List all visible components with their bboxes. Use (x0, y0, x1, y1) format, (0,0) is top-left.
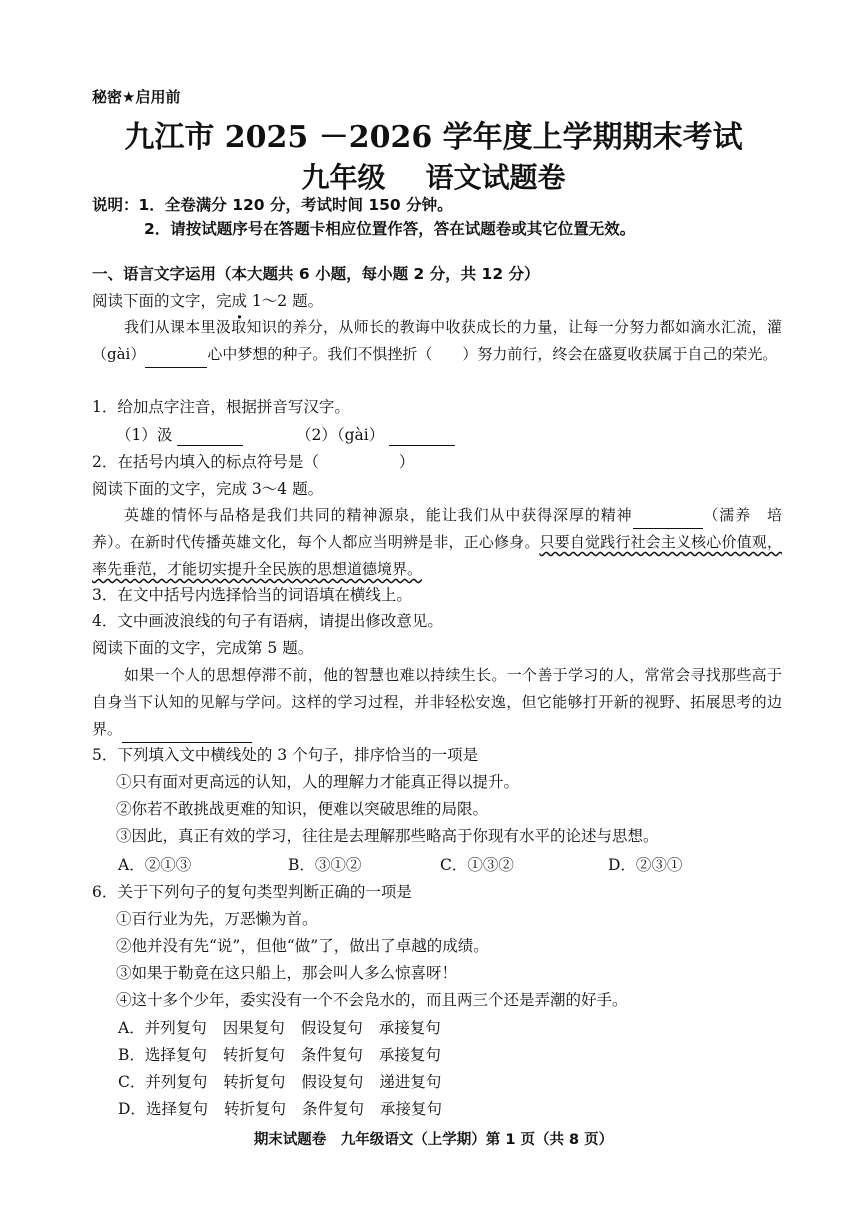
exam-subtitle (0, 156, 867, 196)
q5-option-c[interactable]: C．①③② (440, 856, 514, 874)
question-1: 1．给加点字注音，根据拼音写汉字。 (92, 398, 350, 416)
notes-label: 说明： (92, 196, 139, 214)
question-1-sub-2: （2）（gài） (296, 424, 455, 446)
reading-instruction-3: 阅读下面的文字，完成第 5 题。 (92, 639, 314, 657)
confidential-label: 秘密★启用前 (92, 88, 181, 106)
answer-blank[interactable] (389, 445, 455, 446)
passage-1: 我们从课本里汲取知识的养分，从师长的教诲中收获成长的力量，让每一分努力都如滴水汇流，灌（gài） 心中梦想的种子。我们不惧挫折（ ）努力前行，终会在盛夏收获属于自己的荣光。 (92, 314, 782, 368)
question-6: 6．关于下列句子的复句类型判断正确的一项是 (92, 883, 412, 901)
q6-option-c[interactable]: C．并列复句 转折复句 假设复句 递进复句 (118, 1073, 442, 1091)
notes-item1: 1．全卷满分 120 分，考试时间 150 分钟。 (138, 196, 453, 214)
q6-option-d[interactable]: D．选择复句 转折复句 条件复句 承接复句 (118, 1100, 442, 1118)
section-heading: 一、语言文字运用（本大题共 6 小题，每小题 2 分，共 12 分） (92, 265, 540, 283)
passage-3: 如果一个人的思想停滞不前，他的智慧也难以持续生长。一个善于学习的人，常常会寻找那些高于自身当下认知的见解与学问。这样的学习过程，并非轻松安逸，但它能够打开新的视野、拓展思考的边界。 (92, 662, 782, 743)
q5-option-b[interactable]: B．③①② (288, 856, 362, 874)
question-2: 2．在括号内填入的标点符号是（ ） (92, 453, 415, 471)
answer-blank[interactable] (177, 445, 243, 446)
exam-title: 九江市 2025 －2026 学年度上学期期末考试 (124, 120, 743, 155)
reading-instruction-2: 阅读下面的文字，完成 3～4 题。 (92, 480, 324, 498)
question-1-sub-1: （1）汲 (116, 424, 243, 446)
q5-sentence-3: ③因此，真正有效的学习，往往是去理解那些略高于你现有水平的论述与思想。 (116, 827, 659, 845)
answer-blank[interactable] (122, 742, 252, 743)
page-footer: 期末试题卷 九年级语文（上学期）第 1 页（共 8 页） (253, 1132, 614, 1148)
dotted-char: 汲 (215, 318, 232, 336)
question-5: 5．下列填入文中横线处的 3 个句子，排序恰当的一项是 (92, 746, 479, 764)
q6-sentence-2: ②他并没有先“说”，但他“做”了，做出了卓越的成绩。 (116, 937, 489, 955)
q5-sentence-2: ②你若不敢挑战更难的知识，便难以突破思维的局限。 (116, 800, 489, 818)
passage-2: 英雄的情怀与品格是我们共同的精神源泉，能让我们从中获得深厚的精神 （濡养 培养）。在新时代传播英雄文化，每个人都应当明辨是非，正心修身。只要自觉践行社会主义核心价值观，率先垂范，才能切实提升全民族的思想道德境界。 (92, 506, 782, 578)
question-4: 4．文中画波浪线的句子有语病，请提出修改意见。 (92, 612, 443, 630)
q6-option-a[interactable]: A．并列复句 因果复句 假设复句 承接复句 (118, 1019, 441, 1037)
question-3: 3．在文中括号内选择恰当的词语填在横线上。 (92, 586, 412, 604)
answer-blank[interactable] (633, 528, 703, 529)
answer-blank[interactable] (145, 367, 207, 368)
grade-label: 九年级 (301, 161, 386, 194)
q5-option-d[interactable]: D．②③① (608, 856, 683, 874)
notes-item2: 2．请按试题序号在答题卡相应位置作答，答在试题卷或其它位置无效。 (144, 220, 636, 238)
q6-option-b[interactable]: B．选择复句 转折复句 条件复句 承接复句 (118, 1046, 441, 1064)
q5-sentence-1: ①只有面对更高远的认知，人的理解力才能真正得以提升。 (116, 773, 520, 791)
q6-sentence-3: ③如果于勒竟在这只船上，那会叫人多么惊喜呀！ (116, 964, 458, 982)
subject-label: 语文试题卷 (425, 161, 566, 194)
q6-sentence-1: ①百行业为先，万恶懒为首。 (116, 910, 318, 928)
q5-option-a[interactable]: A．②①③ (118, 856, 192, 874)
wavy-underlined-sentence: 只要自觉践行社会主义核心价值观，率先垂范，才能切实提升全民族的思想道德境界。 (92, 533, 782, 578)
notes-line1 (92, 194, 453, 216)
reading-instruction-1: 阅读下面的文字，完成 1～2 题。 (92, 292, 324, 310)
q6-sentence-4: ④这十多个少年，委实没有一个不会凫水的，而且两三个还是弄潮的好手。 (116, 991, 628, 1009)
